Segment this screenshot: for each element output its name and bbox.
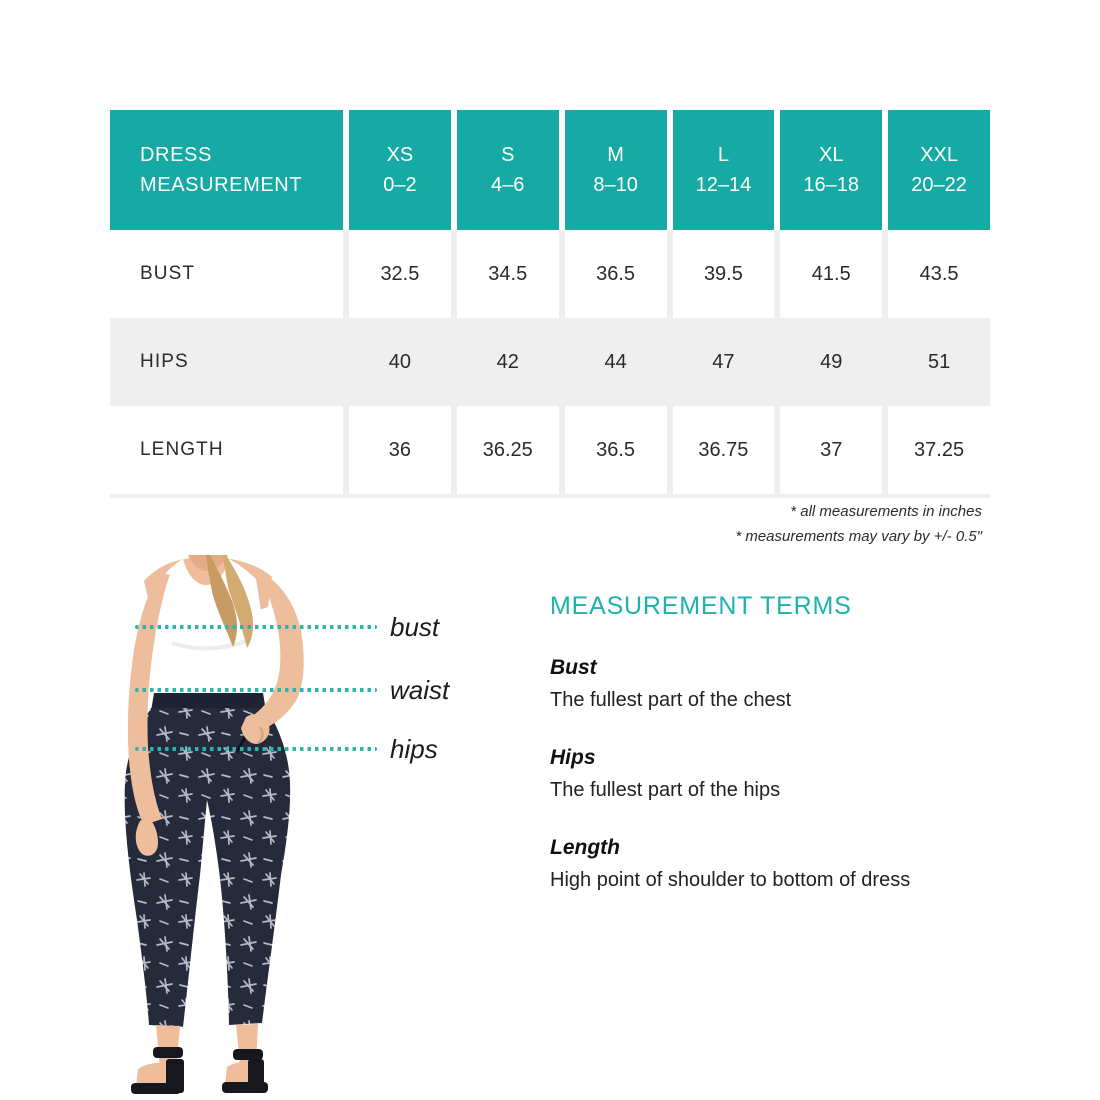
row-label-bust: BUST	[110, 230, 343, 318]
waist-line-label: waist	[390, 675, 450, 705]
value-cell: 43.5	[888, 230, 990, 318]
size-label: XS	[386, 144, 414, 166]
value-cell: 44	[565, 318, 667, 406]
size-label: XL	[819, 144, 844, 166]
size-range: 4–6	[491, 174, 525, 196]
row-label-length: LENGTH	[110, 406, 343, 494]
hips-line-label: hips	[390, 734, 438, 764]
term-length	[550, 835, 990, 893]
size-range: 20–22	[911, 174, 967, 196]
header-cell-l	[673, 110, 775, 230]
term-bust	[550, 655, 990, 713]
value-cell: 37.25	[888, 406, 990, 494]
bust-guide	[135, 612, 439, 642]
term-definition: The fullest part of the hips	[550, 779, 781, 801]
value-cell: 32.5	[349, 230, 451, 318]
size-chart-header-row	[110, 110, 990, 230]
term-definition: High point of shoulder to bottom of dress	[550, 869, 911, 891]
measurement-terms-title: MEASUREMENT TERMS	[550, 592, 852, 620]
value-cell: 39.5	[673, 230, 775, 318]
table-row-hips	[110, 318, 990, 406]
footnote-variance: * measurements may vary by +/- 0.5"	[735, 528, 982, 545]
size-range: 8–10	[593, 174, 638, 196]
header-cell-xl	[780, 110, 882, 230]
term-definition: The fullest part of the chest	[550, 689, 792, 711]
value-cell: 36.5	[565, 230, 667, 318]
header-cell-xxl	[888, 110, 990, 230]
value-cell: 37	[780, 406, 882, 494]
waist-guide	[135, 675, 449, 705]
size-label: L	[717, 144, 729, 166]
value-cell: 47	[673, 318, 775, 406]
value-cell: 42	[457, 318, 559, 406]
size-range: 0–2	[383, 174, 417, 196]
size-label: XXL	[920, 144, 958, 166]
header-cell-dress-measurement	[110, 110, 343, 230]
measurement-terms-section	[550, 592, 990, 893]
size-label: M	[607, 144, 624, 166]
value-cell: 41.5	[780, 230, 882, 318]
size-range: 16–18	[803, 174, 860, 196]
header-title-line2: MEASUREMENT	[140, 174, 303, 196]
value-cell: 34.5	[457, 230, 559, 318]
bust-line-label: bust	[390, 612, 440, 642]
header-cell-m	[565, 110, 667, 230]
value-cell: 36	[349, 406, 451, 494]
value-cell: 36.5	[565, 406, 667, 494]
size-chart-table	[110, 110, 990, 498]
waist-dotted-line	[135, 688, 377, 692]
value-cell: 36.25	[457, 406, 559, 494]
measurement-footnotes	[735, 499, 982, 549]
header-title-line1: DRESS	[140, 144, 212, 166]
size-chart-body	[110, 230, 990, 498]
hips-guide	[135, 734, 438, 764]
value-cell: 36.75	[673, 406, 775, 494]
bust-dotted-line	[135, 625, 377, 629]
value-cell: 49	[780, 318, 882, 406]
header-cell-s	[457, 110, 559, 230]
table-row-bust	[110, 230, 990, 318]
row-label-hips: HIPS	[110, 318, 343, 406]
value-cell: 40	[349, 318, 451, 406]
term-name: Hips	[550, 746, 596, 769]
size-label: S	[501, 144, 515, 166]
hips-dotted-line	[135, 747, 377, 751]
header-cell-xs	[349, 110, 451, 230]
footnote-inches: * all measurements in inches	[790, 503, 982, 520]
term-name: Length	[550, 836, 620, 859]
value-cell: 51	[888, 318, 990, 406]
table-row-length	[110, 406, 990, 494]
term-name: Bust	[550, 656, 597, 679]
term-hips	[550, 745, 990, 803]
size-range: 12–14	[695, 174, 752, 196]
